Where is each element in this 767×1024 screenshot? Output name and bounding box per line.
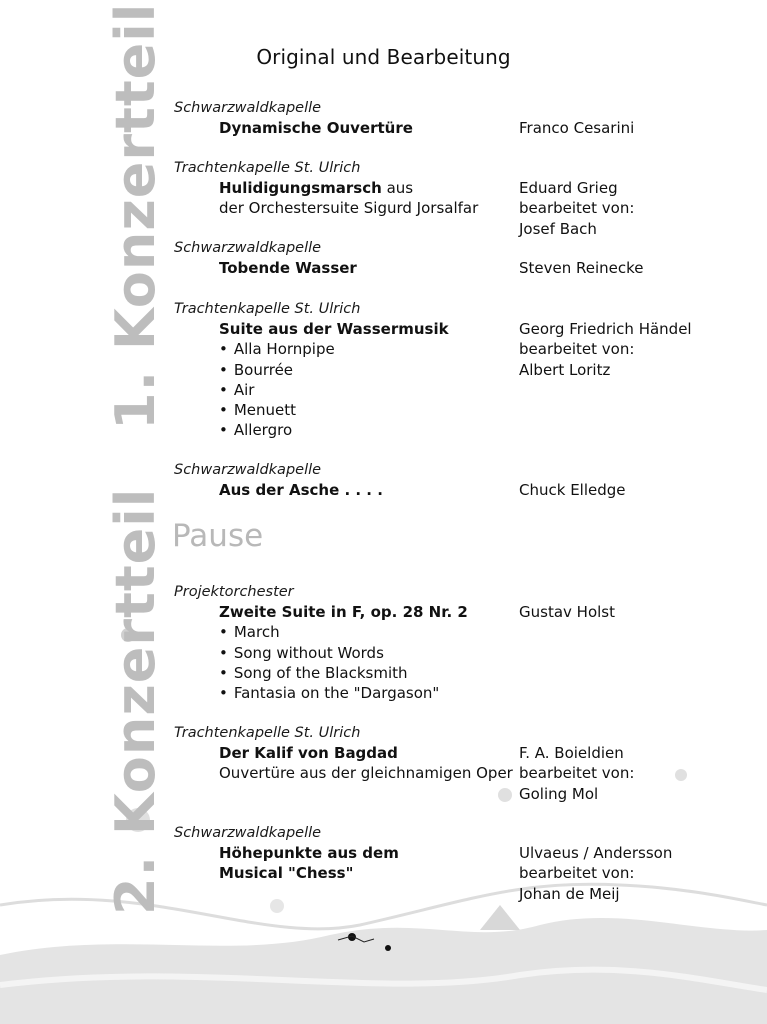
pause-label: Pause xyxy=(172,518,264,554)
composer: Georg Friedrich Händel xyxy=(519,320,692,339)
ensemble-name: Schwarzwaldkapelle xyxy=(174,825,322,841)
program-row xyxy=(174,743,734,763)
composer: Gustav Holst xyxy=(519,603,615,622)
side-label-part2: 2. Konzertteil xyxy=(104,487,167,915)
program-row xyxy=(174,258,734,278)
program-entry xyxy=(174,299,734,440)
ensemble-name: Projektorchester xyxy=(174,584,294,600)
program-entry xyxy=(174,460,734,500)
program-row xyxy=(174,198,734,218)
page-title: Original und Bearbeitung xyxy=(256,45,511,69)
composer: bearbeitet von: xyxy=(519,764,635,783)
movement-item: • Song without Words xyxy=(219,643,384,663)
ensemble-name: Trachtenkapelle St. Ulrich xyxy=(174,301,361,317)
composer: bearbeitet von: xyxy=(519,199,635,218)
program-row xyxy=(174,400,734,420)
ensemble-name: Trachtenkapelle St. Ulrich xyxy=(174,160,361,176)
work-title: Suite aus der Wassermusik xyxy=(219,320,449,339)
ensemble-name: Schwarzwaldkapelle xyxy=(174,100,322,116)
work-title: Aus der Asche . . . . xyxy=(219,481,383,500)
program-row xyxy=(174,319,734,339)
work-title-bold: Hulidigungsmarsch xyxy=(219,179,382,198)
program-entry xyxy=(174,238,734,278)
program-row xyxy=(174,602,734,622)
movement-item: • March xyxy=(219,622,280,642)
program-row xyxy=(174,219,734,239)
movement-item: • Air xyxy=(219,380,254,400)
program-row xyxy=(174,763,734,783)
composer: Josef Bach xyxy=(519,219,597,238)
program-entry xyxy=(174,98,734,138)
movement-item: • Fantasia on the "Dargason" xyxy=(219,683,439,703)
program-row xyxy=(174,643,734,663)
program-entry xyxy=(174,823,734,904)
ensemble-name: Schwarzwaldkapelle xyxy=(174,240,322,256)
program-row xyxy=(174,784,734,804)
program-row xyxy=(174,360,734,380)
composer: Ulvaeus / Andersson xyxy=(519,844,673,863)
movement-item: • Alla Hornpipe xyxy=(219,339,335,359)
program-row xyxy=(174,843,734,863)
work-title: Tobende Wasser xyxy=(219,259,357,278)
program-row xyxy=(174,480,734,500)
program-entry xyxy=(174,582,734,703)
composer: F. A. Boieldien xyxy=(519,744,624,763)
program-row xyxy=(174,118,734,138)
work-title: Der Kalif von Bagdad xyxy=(219,744,398,763)
side-label-part1: 1. Konzertteil xyxy=(104,2,167,430)
program-row xyxy=(174,339,734,359)
composer: Goling Mol xyxy=(519,784,599,803)
work-title: Zweite Suite in F, op. 28 Nr. 2 xyxy=(219,603,468,622)
program-row xyxy=(174,420,734,440)
work-title-rest: aus xyxy=(381,179,414,198)
work-title: Ouvertüre aus der gleichnamigen Oper xyxy=(219,764,513,783)
program-row xyxy=(174,178,734,198)
program-entry xyxy=(174,723,734,804)
composer: Johan de Meij xyxy=(519,884,620,903)
movement-item: • Allergro xyxy=(219,420,292,440)
program-entry xyxy=(174,158,734,239)
composer: Albert Loritz xyxy=(519,360,611,379)
composer: Chuck Elledge xyxy=(519,481,626,500)
program-row xyxy=(174,683,734,703)
work-title: Dynamische Ouvertüre xyxy=(219,119,413,138)
composer: bearbeitet von: xyxy=(519,340,635,359)
work-title: der Orchestersuite Sigurd Jorsalfar xyxy=(219,199,479,218)
work-title: Höhepunkte aus dem xyxy=(219,844,399,863)
composer: Franco Cesarini xyxy=(519,119,635,138)
program-row xyxy=(174,380,734,400)
ensemble-name: Schwarzwaldkapelle xyxy=(174,462,322,478)
movement-item: • Menuett xyxy=(219,400,296,420)
movement-item: • Song of the Blacksmith xyxy=(219,663,408,683)
program-row xyxy=(174,863,734,883)
work-title: Musical "Chess" xyxy=(219,864,354,883)
composer: Steven Reinecke xyxy=(519,259,644,278)
composer: Eduard Grieg xyxy=(519,179,618,198)
work-title xyxy=(219,178,413,198)
program-row xyxy=(174,663,734,683)
program-row xyxy=(174,622,734,642)
composer: bearbeitet von: xyxy=(519,864,635,883)
movement-item: • Bourrée xyxy=(219,360,293,380)
program-row xyxy=(174,884,734,904)
ensemble-name: Trachtenkapelle St. Ulrich xyxy=(174,725,361,741)
